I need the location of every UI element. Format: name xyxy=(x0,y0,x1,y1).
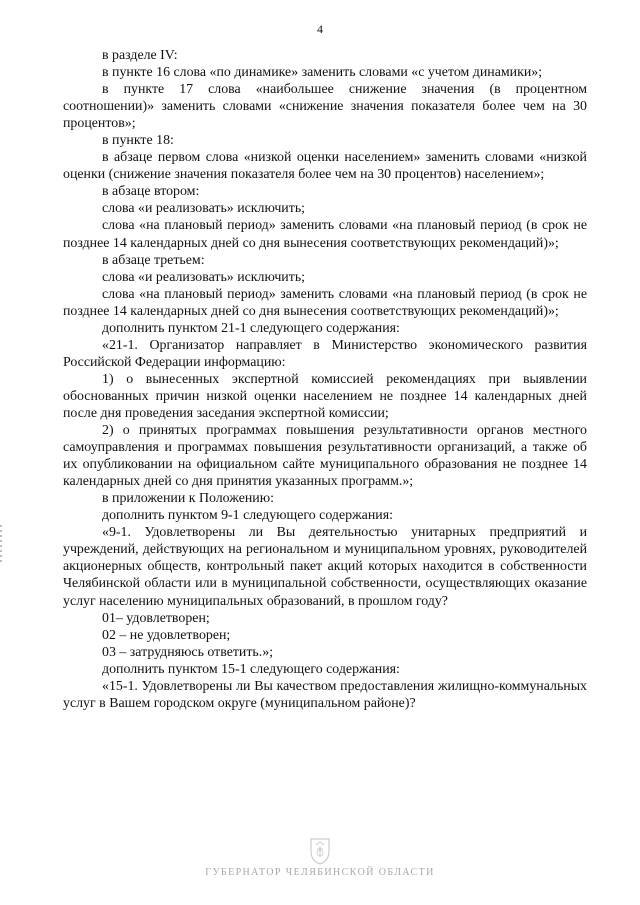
scan-edge-mark xyxy=(0,525,2,563)
paragraph: слова «на плановый период» заменить словами «на плановый период (в срок не позднее 14 календарных дней со дня вынесения соответствующих рекомендаций)»; xyxy=(63,218,587,251)
document-body xyxy=(63,47,587,712)
paragraph: в пункте 16 слова «по динамике» заменить словами «с учетом динамики»; xyxy=(102,65,543,81)
paragraph: в пункте 18: xyxy=(102,133,174,149)
paragraph: дополнить пунктом 9-1 следующего содержания: xyxy=(102,508,393,524)
paragraph: 1) о вынесенных экспертной комиссией рекомендациях при выявлении обоснованных причин низкой оценки населением не позднее 14 календарных дней после дня проведения заседания экспертной комиссии; xyxy=(63,371,587,421)
paragraph: в абзаце втором: xyxy=(102,184,200,200)
paragraph: 2) о принятых программах повышения результативности органов местного самоуправления и программах повышения результативности организаций, а также об их опубликовании на официальном сайте муниципального образования не позднее 14 календарных дней со дня принятия указанных программ.»; xyxy=(63,423,587,490)
paragraph: слова «на плановый период» заменить словами «на плановый период (в срок не позднее 14 календарных дней со дня вынесения соответствующих рекомендаций)»; xyxy=(63,286,587,319)
paragraph: 01– удовлетворен; xyxy=(102,610,210,626)
paragraph: дополнить пунктом 15-1 следующего содержания: xyxy=(102,661,400,677)
paragraph: 02 – не удовлетворен; xyxy=(102,627,231,643)
paragraph: в абзаце первом слова «низкой оценки населением» заменить словами «низкой оценки (снижение значения показателя более чем на 30 процентов) населением»; xyxy=(63,150,587,183)
paragraph: «9-1. Удовлетворены ли Вы деятельностью унитарных предприятий и учреждений, действующих на региональном и муниципальном уровнях, руководителей акционерных обществ, контрольный пакет акций которых находится в собственности Челябинской области или в муниципальной собственности, осуществляющих оказание услуг населению муниципальных образований, в прошлом году? xyxy=(63,525,587,609)
paragraph: 03 – затрудняюсь ответить.»; xyxy=(102,644,274,660)
paragraph: «21-1. Организатор направляет в Министерство экономического развития Российской Федерации информацию: xyxy=(63,337,587,370)
paragraph: дополнить пунктом 21-1 следующего содержания: xyxy=(102,320,400,336)
page-number: 4 xyxy=(317,22,323,36)
paragraph: в разделе IV: xyxy=(102,48,178,63)
footer-caption: ГУБЕРНАТОР ЧЕЛЯБИНСКОЙ ОБЛАСТИ xyxy=(205,867,435,878)
paragraph: «15-1. Удовлетворены ли Вы качеством предоставления жилищно-коммунальных услуг в Вашем городском округе (муниципальном районе)? xyxy=(63,678,587,711)
paragraph: в приложении к Положению: xyxy=(102,491,274,507)
coat-of-arms-icon xyxy=(308,836,332,866)
paragraph: в абзаце третьем: xyxy=(102,252,205,268)
paragraph: слова «и реализовать» исключить; xyxy=(102,269,306,285)
paragraph: слова «и реализовать» исключить; xyxy=(102,201,306,217)
paragraph: в пункте 17 слова «наибольшее снижение значения (в процентном соотношении)» заменить словами «снижение значения показателя более чем на 30 процентов»; xyxy=(63,82,587,132)
